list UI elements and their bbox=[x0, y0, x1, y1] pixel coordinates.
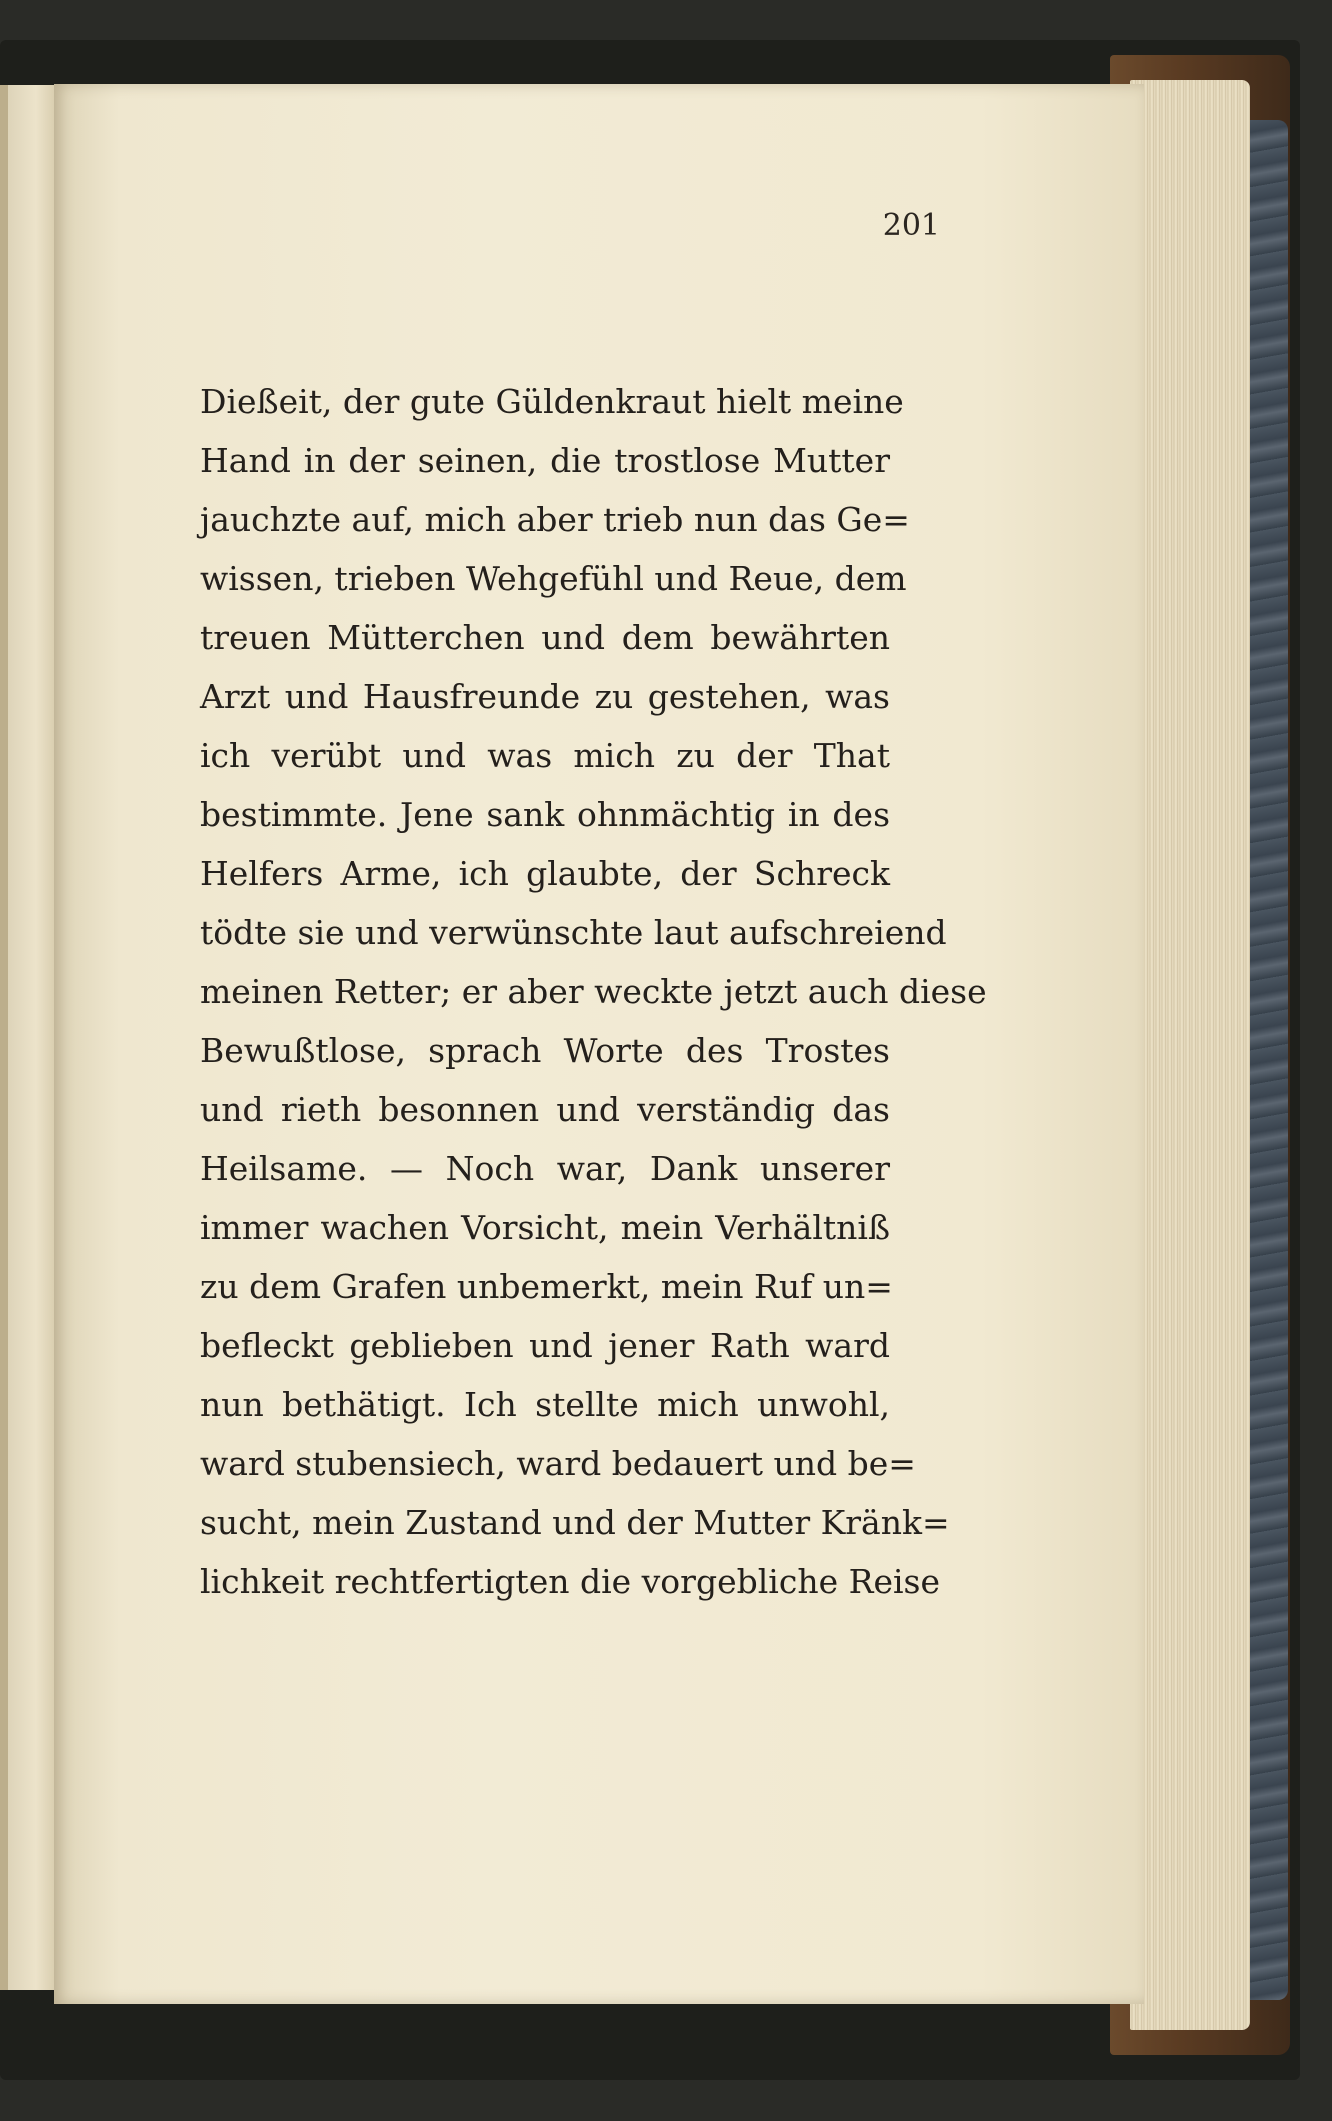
text-line: immer wachen Vorsicht, mein Verhältniß bbox=[200, 1208, 890, 1247]
page-number: 201 bbox=[882, 208, 940, 243]
text-line: Dießeit, der gute Güldenkraut hielt meine bbox=[200, 382, 904, 421]
text-line: nun bethätigt. Ich stellte mich unwohl, bbox=[200, 1385, 890, 1424]
page-edges bbox=[1130, 80, 1250, 2030]
text-line: treuen Mütterchen und dem bewährten bbox=[200, 618, 890, 657]
text-line: Hand in der seinen, die trostlose Mutter bbox=[200, 441, 890, 480]
text-line: befleckt geblieben und jener Rath ward bbox=[200, 1326, 890, 1365]
text-line: Helfers Arme, ich glaubte, der Schreck bbox=[200, 854, 890, 893]
left-page-edge bbox=[0, 85, 8, 1990]
text-line: Heilsame. — Noch war, Dank unserer bbox=[200, 1149, 890, 1188]
left-page-sliver bbox=[0, 85, 60, 1990]
text-line: Arzt und Hausfreunde zu gestehen, was bbox=[200, 677, 890, 716]
text-line: meinen Retter; er aber weckte jetzt auch diese bbox=[200, 972, 987, 1011]
text-line: bestimmte. Jene sank ohnmächtig in des bbox=[200, 795, 890, 834]
text-line: sucht, mein Zustand und der Mutter Kränk= bbox=[200, 1503, 950, 1542]
text-line: jauchzte auf, mich aber trieb nun das Ge= bbox=[200, 500, 910, 539]
text-line: Bewußtlose, sprach Worte des Trostes bbox=[200, 1031, 890, 1070]
text-line: ward stubensiech, ward bedauert und be= bbox=[200, 1444, 916, 1483]
page-text-block bbox=[200, 372, 987, 1611]
text-line: ich verübt und was mich zu der That bbox=[200, 736, 890, 775]
text-line: und rieth besonnen und verständig das bbox=[200, 1090, 890, 1129]
text-line: zu dem Grafen unbemerkt, mein Ruf un= bbox=[200, 1267, 893, 1306]
text-line: tödte sie und verwünschte laut aufschreiend bbox=[200, 913, 947, 952]
text-line: wissen, trieben Wehgefühl und Reue, dem bbox=[200, 559, 907, 598]
text-line: lichkeit rechtfertigten die vorgebliche Reise bbox=[200, 1562, 940, 1601]
